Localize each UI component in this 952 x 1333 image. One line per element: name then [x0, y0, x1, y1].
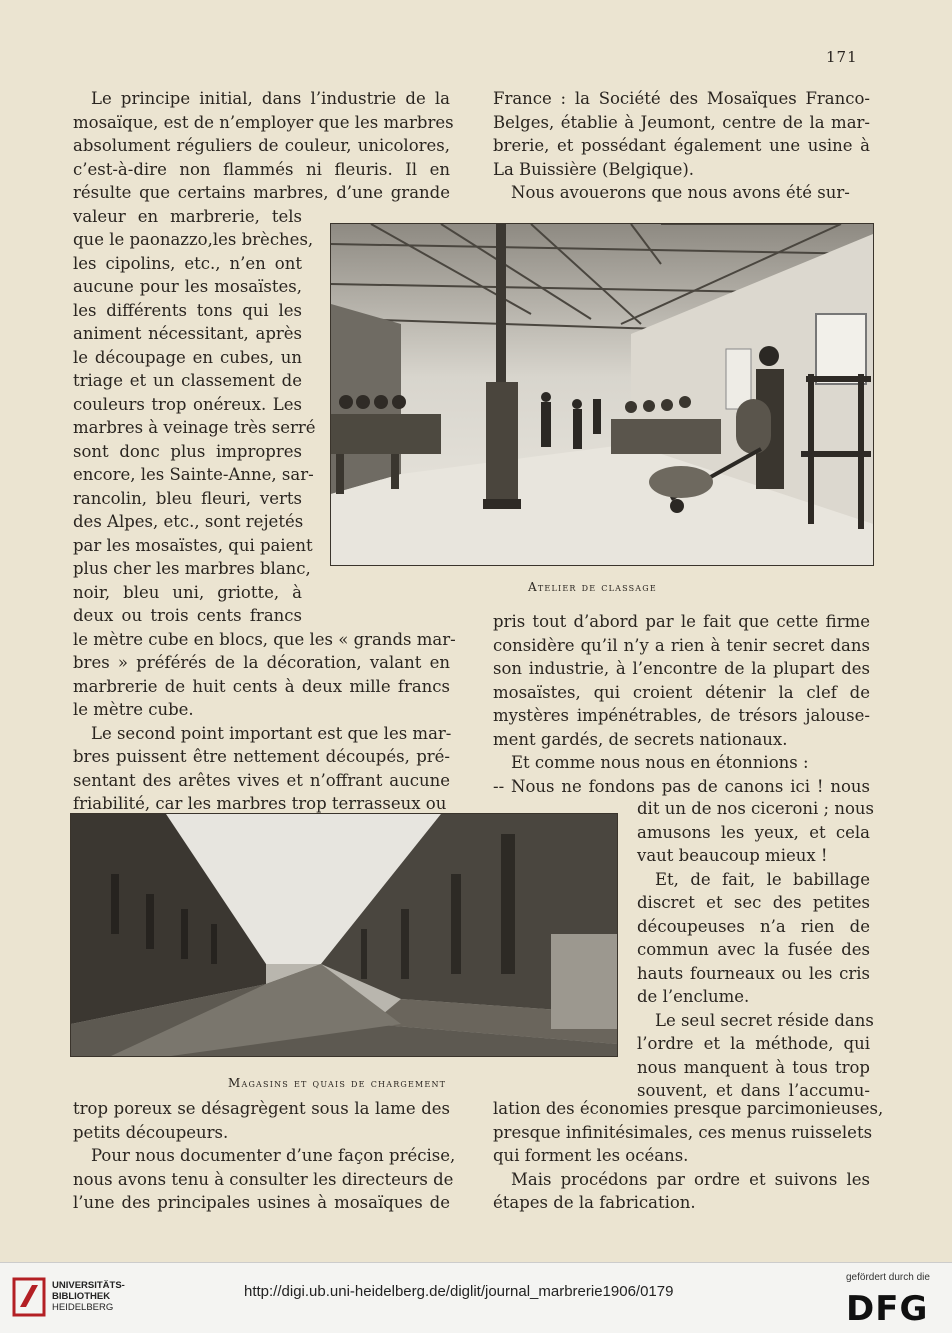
text-line: friabilité, car les marbres trop terrasseux ou — [73, 794, 447, 813]
photo-atelier-de-classage — [330, 223, 874, 566]
figure1-caption: Atelier de classage — [528, 580, 657, 594]
text-line: plus cher les marbres blanc, — [73, 559, 311, 578]
text-line: valeur en marbrerie, tels — [73, 206, 302, 226]
text-line: de l’enclume. — [637, 987, 750, 1006]
text-line: Belges, établie à Jeumont, centre de la mar- — [493, 112, 870, 132]
text-line: sentant des arêtes vives et n’offrant aucune — [73, 770, 450, 790]
text-line: animent nécessitant, après — [73, 324, 302, 343]
text-line: les cipolins, etc., n’en ont — [73, 253, 302, 273]
text-line: hauts fourneaux ou les cris — [637, 963, 870, 983]
library-name — [52, 1280, 125, 1313]
text-line: par les mosaïstes, qui paient — [73, 535, 313, 555]
library-name-line3: HEIDELBERG — [52, 1302, 114, 1313]
text-line: petits découpeurs. — [73, 1122, 229, 1142]
text-line: trop poreux se désagrègent sous la lame des — [73, 1099, 450, 1118]
text-line: les différents tons qui les — [73, 300, 302, 320]
text-line: presque infinitésimales, ces menus ruisselets — [493, 1122, 873, 1142]
footer-bar — [0, 1262, 952, 1333]
text-line: que le paonazzo,les brèches, — [73, 230, 314, 249]
text-line: qui forment les océans. — [493, 1146, 689, 1165]
warehouse-illustration — [71, 814, 617, 1056]
photo-magasins-et-quais — [70, 813, 618, 1057]
text-line: c’est-à-dire non flammés ni fleuris. Il en — [73, 159, 450, 179]
text-line: Le second point important est que les mar- — [91, 723, 452, 743]
text-line: marbres à veinage très serré — [73, 418, 316, 437]
text-line: absolument réguliers de couleur, unicolores, — [73, 136, 450, 155]
text-line: rancolin, bleu fleuri, verts — [73, 488, 302, 508]
text-line: mosaïque, est de n’employer que les marbres — [73, 112, 454, 132]
text-line: sont donc plus impropres — [73, 441, 302, 461]
text-line: -- Nous ne fondons pas de canons ici ! nous — [493, 776, 870, 796]
text-line: triage et un classement de — [73, 371, 302, 390]
text-line: La Buissière (Belgique). — [493, 159, 695, 179]
text-line: aucune pour les mosaïstes, — [73, 277, 302, 296]
text-line: étapes de la fabrication. — [493, 1193, 696, 1212]
text-line: mystères impénétrables, de trésors jalouse- — [493, 706, 870, 725]
text-line: vaut beaucoup mieux ! — [637, 846, 828, 865]
text-line: l’ordre et la méthode, qui — [637, 1034, 870, 1053]
text-line: encore, les Sainte-Anne, sar- — [73, 465, 314, 484]
text-line: découpeuses n’a rien de — [637, 916, 870, 936]
text-line: discret et sec des petites — [637, 893, 870, 912]
text-line: Pour nous documenter d’une façon précise, — [91, 1146, 456, 1165]
text-line: des Alpes, etc., sont rejetés — [73, 512, 304, 531]
funding-label: gefördert durch die — [846, 1272, 930, 1283]
text-line: Et comme nous nous en étonnions : — [511, 753, 809, 772]
text-line: France : la Société des Mosaïques Franco- — [493, 89, 870, 108]
text-line: le mètre cube. — [73, 700, 194, 719]
text-line: ment gardés, de secrets nationaux. — [493, 729, 788, 749]
library-name-line1: UNIVERSITÄTS- — [52, 1280, 125, 1291]
text-line: Nous avouerons que nous avons été sur- — [511, 183, 850, 202]
text-line: bres » préférés de la décoration, valant en — [73, 653, 450, 672]
text-line: le mètre cube en blocs, que les « grands mar- — [73, 629, 456, 649]
text-line: le découpage en cubes, un — [73, 347, 302, 367]
text-line: commun avec la fusée des — [637, 940, 870, 959]
text-line: son industrie, à l’encontre de la plupart des — [493, 659, 870, 678]
text-line: considère qu’il n’y a rien à tenir secret dans — [493, 635, 870, 655]
text-line: noir, bleu uni, griotte, à — [73, 582, 302, 602]
text-line: Mais procédons par ordre et suivons les — [511, 1169, 870, 1189]
text-line: bres puissent être nettement découpés, pré- — [73, 747, 450, 766]
text-line: mosaïstes, qui croient détenir la clef de — [493, 682, 870, 702]
text-line: marbrerie de huit cents à deux mille francs — [73, 676, 450, 696]
text-line: couleurs trop onéreux. Les — [73, 394, 302, 414]
text-line: Le principe initial, dans l’industrie de la — [91, 89, 450, 108]
text-line: amusons les yeux, et cela — [637, 822, 870, 842]
text-line: l’une des principales usines à mosaïques de — [73, 1193, 450, 1212]
permalink-url[interactable]: http://digi.ub.uni-heidelberg.de/diglit/journal_marbrerie1906/0179 — [244, 1283, 674, 1300]
page-number: 171 — [826, 48, 858, 66]
figure2-caption: Magasins et quais de chargement — [228, 1076, 447, 1090]
text-line: brerie, et possédant également une usine à — [493, 136, 870, 155]
text-line: lation des économies presque parcimonieuses, — [493, 1099, 884, 1118]
text-line: pris tout d’abord par le fait que cette firme — [493, 612, 870, 631]
workshop-illustration — [331, 224, 873, 565]
text-line: résulte que certains marbres, d’une grande — [73, 183, 450, 202]
text-line: nous manquent à tous trop — [637, 1057, 870, 1077]
dfg-logo: DFG — [846, 1289, 929, 1329]
text-line: deux ou trois cents francs — [73, 606, 302, 625]
text-line: nous avons tenu à consulter les directeurs de — [73, 1169, 454, 1189]
text-line: dit un de nos ciceroni ; nous — [637, 799, 875, 818]
text-line: Le seul secret réside dans — [655, 1010, 874, 1030]
library-name-line2: BIBLIOTHEK — [52, 1291, 111, 1302]
university-library-logo-icon — [12, 1277, 46, 1317]
text-line: souvent, et dans l’accumu- — [637, 1081, 870, 1100]
text-line: Et, de fait, le babillage — [655, 869, 870, 889]
